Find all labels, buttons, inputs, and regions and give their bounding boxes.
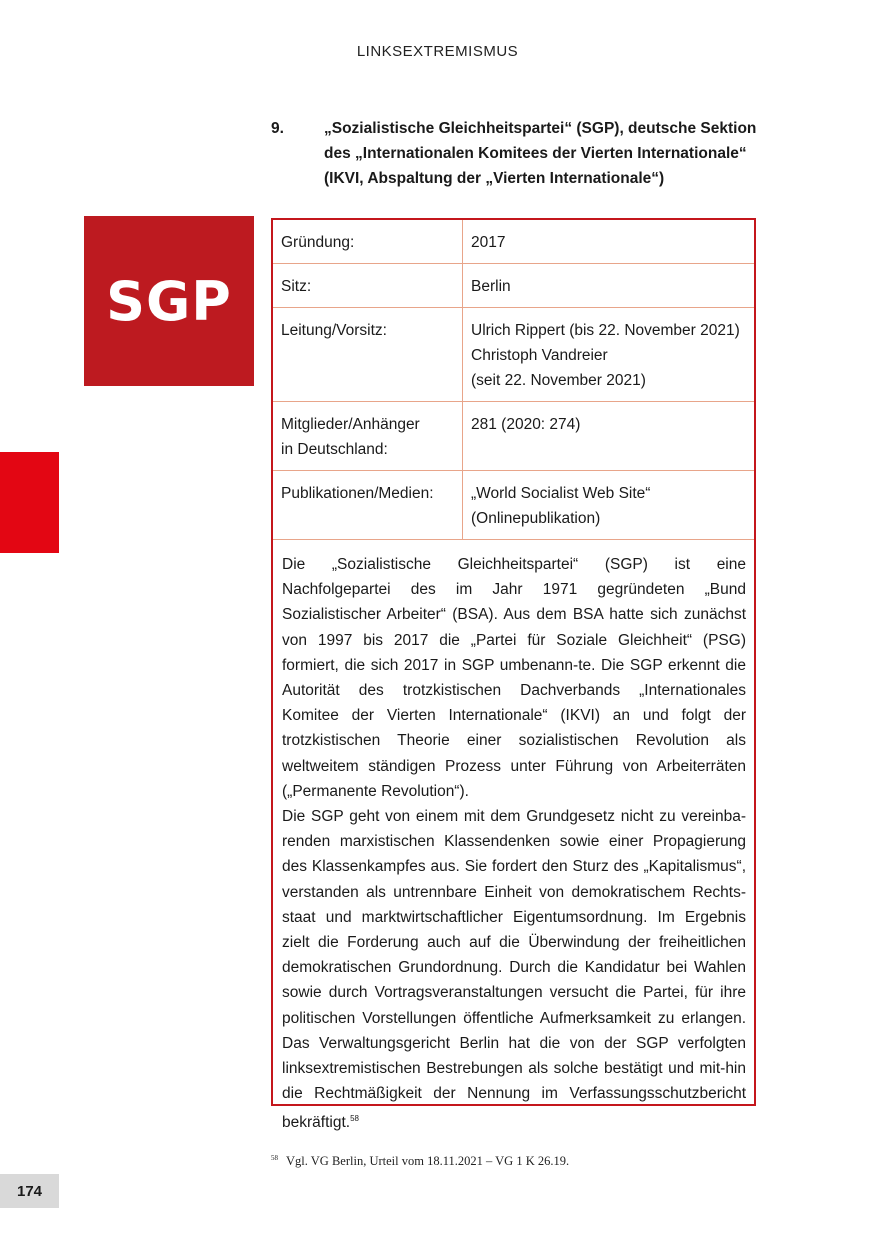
table-label-cell: Gründung: (273, 220, 463, 264)
section-title-line: „Sozialistische Gleichheitspartei“ (SGP), deutsche Sektion (324, 120, 757, 137)
section-title-line: des „Internationalen Komitees der Vierten Internationale“ (324, 145, 747, 162)
section-title-line: (IKVI, Abspaltung der „Vierten Internationale“) (324, 170, 665, 187)
footnote-number: 58 (271, 1154, 278, 1162)
section-heading (271, 116, 771, 191)
table-label-cell: Sitz: (273, 264, 463, 308)
chapter-side-tab (0, 452, 59, 553)
table-value-cell: 281 (2020: 274) (463, 402, 755, 471)
running-head: LINKSEXTREMISMUS (356, 43, 519, 60)
table-row (273, 471, 754, 540)
footnote (271, 1154, 569, 1169)
table-label-cell: Leitung/Vorsitz: (273, 308, 463, 402)
section-number: 9. (271, 120, 284, 137)
section-title (324, 116, 771, 191)
table-value-cell: Ulrich Rippert (bis 22. November 2021) Christoph Vandreier (seit 22. November 2021) (463, 308, 755, 402)
footnote-text: Vgl. VG Berlin, Urteil vom 18.11.2021 – VG 1 K 26.19. (286, 1154, 570, 1169)
table-value-cell: „World Socialist Web Site“ (Onlinepublikation) (463, 471, 755, 540)
table-value-cell: Berlin (463, 264, 755, 308)
description-text (273, 540, 754, 1144)
fact-table (273, 220, 754, 540)
table-row (273, 264, 754, 308)
table-label-cell: Publikationen/Medien: (273, 471, 463, 540)
table-row (273, 308, 754, 402)
page-number: 174 (0, 1174, 59, 1208)
table-row (273, 220, 754, 264)
table-row (273, 402, 754, 471)
description-paragraph: Die „Sozialistische Gleichheitspartei“ (SGP) ist eine Nachfolgepartei des im Jahr 1971 gegründeten „Bund Sozialistischer Arbeiter“ (BSA). Aus dem BSA hatte sich zunächst von 1997 bis 2017 die „Partei für Soziale Gleichheit“ (PSG) formiert, die sich 2017 in SGP umbenann-te. Die SGP erkennt die Autorität des trotzkistischen Dachverbands „Internationales Komitee der Vierten Internationale“ (IKVI) an und folgt der trotzkistischen Theorie einer sozialistischen Revolution als weltweitem ständigen Prozess unter Führung von Arbeiterräten („Permanente Revolution“). (282, 556, 746, 800)
table-label-cell: Mitglieder/Anhänger in Deutschland: (273, 402, 463, 471)
info-box (271, 218, 756, 1132)
table-value-cell: 2017 (463, 220, 755, 264)
sgp-logo-text: SGP (106, 269, 232, 333)
footnote-reference[interactable]: 58 (350, 1114, 359, 1124)
sgp-logo (84, 216, 254, 386)
description-paragraph: Die SGP geht von einem mit dem Grundgesetz nicht zu vereinba-renden marxistischen Klassendenken sowie einer Propagierung des Klassenkampfes aus. Sie fordert den Sturz des „Kapitalismus“, verstanden als untrennbare Einheit von demokratischem Rechts-staat und marktwirtschaftlicher Eigentumsordnung. Im Ergebnis zielt die Forderung auch auf die Überwindung der freiheitlichen demokratischen Grundordnung. Durch die Kandidatur bei Wahlen sowie durch Vortragsveranstaltungen versucht die Partei, für ihre politischen Vorstellungen öffentliche Aufmerksamkeit zu erlangen. Das Verwaltungsgericht Berlin hat die von der SGP verfolgten linksextremistischen Bestrebungen als solche bestätigt und mit-hin die Rechtmäßigkeit der Nennung im Verfassungsschutzbericht bekräftigt.$^{58}$ (282, 808, 746, 1132)
